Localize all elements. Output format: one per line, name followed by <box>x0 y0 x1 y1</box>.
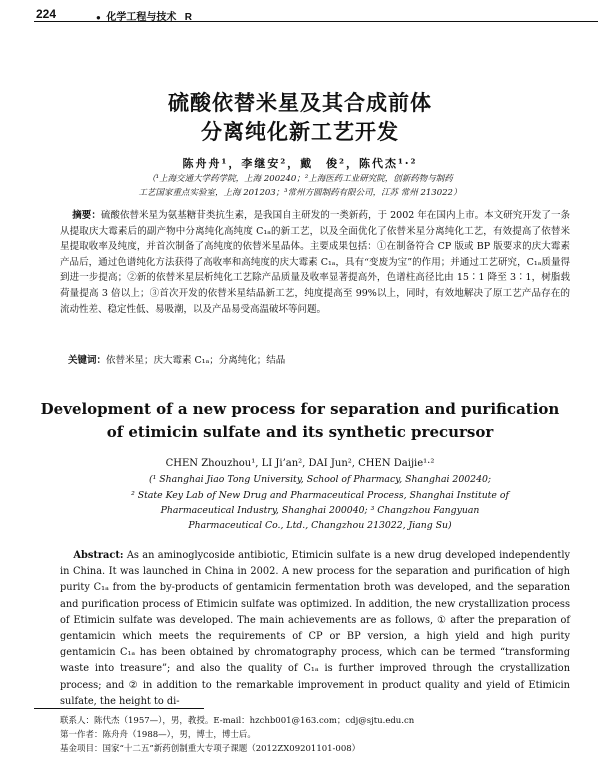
en-affiliation-line4: Pharmaceutical Co., Ltd., Changzhou 213022, Jiang Su) <box>188 520 452 531</box>
cn-keywords-label: 关键词： <box>68 355 107 366</box>
en-authors: CHEN Zhouzhou¹, LI Ji’an², DAI Jun², CHEN Daijie¹·² <box>165 458 435 469</box>
en-abstract-label: Abstract: <box>73 550 124 561</box>
footnote-first-author: 第一作者：陈舟舟（1988—），男，博士，博士后。 <box>60 730 256 740</box>
cn-authors: 陈舟舟¹，李继安²，戴 俊²，陈代杰¹·² <box>182 157 418 170</box>
footnote-contact: 联系人：陈代杰（1957—），男，教授。E-mail：hzchb001@163.com；cdj@sjtu.edu.cn <box>60 716 415 726</box>
running-header <box>36 7 596 21</box>
cn-abstract <box>60 208 570 317</box>
header-mark: R <box>184 12 192 23</box>
en-abstract <box>60 548 570 710</box>
en-affiliation-line2: ² State Key Lab of New Drug and Pharmaceutical Process, Shanghai Institute of <box>131 490 509 501</box>
en-abstract-text: As an aminoglycoside antibiotic, Etimicin sulfate is a new drug developed independently in China. It was launched in China in 2002. A new process for the separation and purification of high purity C₁ₐ from the by-products of gentamicin fermentation broth was developed, and the separation and purification process of Etimicin sulfate was optimized. In addition, the new crystallization process of Etimicin sulfate was developed. The main achievements are as follows, ① after the preparation of gentamicin which meets the requirements of CP or BP version, a high yield and high purity gentamicin C₁ₐ has been obtained by chromatography process, which can be termed “transforming waste into treasure”; and also the quality of C₁ₐ is further improved through the crystallization process; and ② in addition to the remarkable improvement in product quality and yield of Etimicin sulfate, the height to di- <box>60 550 570 707</box>
page-number: 224 <box>36 7 57 21</box>
cn-keywords-text: 依替米星；庆大霉素 C₁ₐ；分离纯化；结晶 <box>106 355 286 366</box>
footnote-rule <box>34 708 204 709</box>
en-affiliation-line1: (¹ Shanghai Jiao Tong University, School of Pharmacy, Shanghai 200240; <box>148 474 492 485</box>
en-title-line1: Development of a new process for separation and purification <box>40 400 560 418</box>
cn-affiliation-line2: 工艺国家重点实验室，上海 201203；³常州方圆制药有限公司，江苏 常州 213022） <box>138 188 462 198</box>
cn-title-line1: 硫酸依替米星及其合成前体 <box>168 91 432 115</box>
cn-title-line2: 分离纯化新工艺开发 <box>201 120 399 144</box>
cn-abstract-label: 摘要： <box>72 210 101 221</box>
footnote-funding: 基金项目：国家“十二五”新药创制重大专项子课题（2012ZX09201101-008） <box>60 744 361 754</box>
en-affiliation-line3: Pharmaceutical Industry, Shanghai 200040; ³ Changzhou Fangyuan <box>160 505 480 516</box>
en-title-line2: of etimicin sulfate and its synthetic precursor <box>106 423 494 441</box>
cn-affiliation-line1: （¹上海交通大学药学院，上海 200240；²上海医药工业研究院，创新药物与制药 <box>147 174 453 184</box>
header-rule <box>34 21 598 22</box>
cn-abstract-text: 硫酸依替米星为氨基糖苷类抗生素，是我国自主研发的一类新药，于 2002 年在国内上市。本文研究开发了一条从提取庆大霉素后的副产物中分离纯化高纯度 C₁ₐ的新工艺，以及全面优化了依替米星分离纯化工艺，有效提高了依替米星提取收率及纯度，并首次制备了高纯度的依替米星晶体。主要成果包括：①在制备符合 CP 版或 BP 版要求的庆大霉素产品后，通过色谱纯化方法获得了高收率和高纯度的庆大霉素 C₁ₐ，具有“变废为宝”的作用；并通过工艺研究，C₁ₐ质量得到进一步提高；②新的依替米星层析纯化工艺除产品质量及收率显著提高外，色谱柱高径比由 15∶1 降至 3∶1，树脂载荷量提高 3 倍以上；③首次开发的依替米星结晶新工艺，纯度提高至 99%以上，同时，有效地解决了原工艺产品存在的流动性差、稳定性低、易吸潮，以及产品易受高温破坏等问题。 <box>60 210 570 315</box>
journal-name: ● 化学工程与技术 R <box>96 12 192 23</box>
cn-keywords <box>68 352 568 366</box>
